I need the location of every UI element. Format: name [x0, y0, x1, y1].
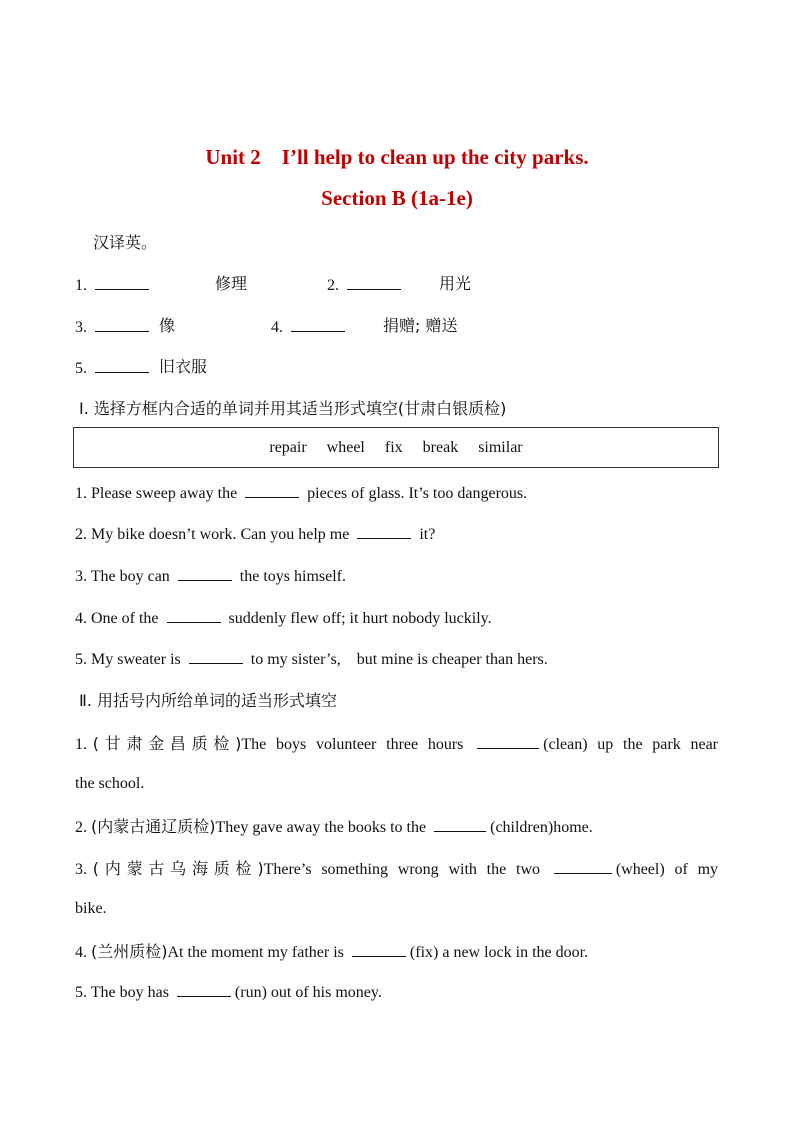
word-box-word: repair [269, 438, 307, 456]
question-text: to my sister’s, but mine is cheaper than hers. [250, 651, 548, 668]
answer-blank[interactable] [167, 607, 221, 623]
question-text: At the moment my father is [167, 944, 344, 961]
question-source: (内蒙古通辽质检) [91, 817, 216, 836]
question-text: My sweater is [91, 651, 181, 668]
question-text: One of the [91, 610, 159, 627]
answer-blank[interactable] [245, 482, 299, 498]
vocab-number: 5. [75, 360, 87, 377]
question-2-3-continued: bike. [75, 900, 107, 917]
answer-blank[interactable] [347, 274, 401, 290]
answer-blank[interactable] [95, 357, 149, 373]
answer-blank[interactable] [554, 858, 612, 874]
question-2-1 [75, 733, 718, 756]
question-number: 5. [75, 984, 87, 1001]
vocab-number: 2. [327, 277, 339, 294]
word-box-word: wheel [326, 438, 365, 456]
vocab-meaning: 修理 [215, 274, 248, 293]
vocab-meaning: 旧衣服 [159, 357, 208, 376]
question-text: (wheel) of my [615, 861, 719, 878]
answer-blank[interactable] [177, 981, 231, 997]
section-2-heading: Ⅱ. 用括号内所给单词的适当形式填空 [79, 691, 338, 710]
question-text: The boy can [90, 568, 170, 585]
question-1-4 [75, 607, 492, 630]
vocab-meaning: 用光 [439, 274, 472, 293]
vocab-meaning: 捐赠; 赠送 [383, 316, 458, 335]
question-text: (children)home. [490, 819, 593, 836]
answer-blank[interactable] [352, 941, 406, 957]
question-number: 1. [75, 485, 87, 502]
question-number: 1. [75, 736, 87, 753]
question-1-2 [75, 523, 435, 546]
question-2-3 [75, 858, 718, 881]
question-1-5 [75, 648, 548, 671]
question-2-1-continued: the school. [75, 775, 145, 792]
question-source: (甘肃金昌质检) [92, 734, 242, 753]
question-1-1 [75, 482, 527, 505]
question-source: (兰州质检) [91, 942, 168, 961]
question-text: pieces of glass. It’s too dangerous. [307, 485, 528, 502]
vocab-meaning: 像 [159, 316, 176, 335]
word-box-word: fix [384, 438, 403, 456]
answer-blank[interactable] [291, 316, 345, 332]
question-text: the toys himself. [239, 568, 347, 585]
question-text: suddenly flew off; it hurt nobody luckily. [228, 610, 492, 627]
vocab-number: 1. [75, 277, 87, 294]
vocab-number: 3. [75, 319, 87, 336]
page-title: Unit 2 I’ll help to clean up the city parks. [205, 145, 589, 169]
question-text: The boy has [90, 984, 169, 1001]
vocab-item-5 [75, 357, 153, 380]
question-text: it? [419, 526, 436, 543]
question-2-5 [75, 981, 382, 1004]
vocab-item-2 [327, 274, 405, 297]
word-box [73, 427, 719, 468]
vocab-instruction: 汉译英。 [93, 233, 158, 252]
answer-blank[interactable] [477, 733, 539, 749]
vocab-item-4 [271, 316, 349, 339]
question-text: (fix) a new lock in the door. [409, 944, 589, 961]
answer-blank[interactable] [178, 565, 232, 581]
vocab-item-1 [75, 274, 153, 297]
question-number: 3. [75, 568, 87, 585]
section-1-heading: Ⅰ. 选择方框内合适的单词并用其适当形式填空(甘肃白银质检) [79, 399, 507, 418]
question-2-2 [75, 816, 593, 839]
vocab-item-3 [75, 316, 153, 339]
word-box-word: break [422, 438, 459, 456]
answer-blank[interactable] [357, 523, 411, 539]
answer-blank[interactable] [434, 816, 486, 832]
question-source: (内蒙古乌海质检) [92, 859, 264, 878]
question-number: 5. [75, 651, 87, 668]
question-number: 2. [75, 819, 87, 836]
question-text: (clean) up the park near [543, 736, 718, 753]
question-text: Please sweep away the [91, 485, 238, 502]
question-number: 4. [75, 610, 87, 627]
question-number: 2. [75, 526, 87, 543]
question-number: 4. [75, 944, 87, 961]
question-2-4 [75, 941, 588, 964]
vocab-number: 4. [271, 319, 283, 336]
question-text: The boys volunteer three hours [241, 736, 464, 753]
question-text: My bike doesn’t work. Can you help me [91, 526, 350, 543]
section-subtitle: Section B (1a-1e) [321, 186, 473, 210]
question-text: There’s something wrong with the two [263, 861, 541, 878]
question-1-3 [75, 565, 346, 588]
question-text: (run) out of his money. [234, 984, 382, 1001]
question-number: 3. [75, 861, 87, 878]
answer-blank[interactable] [95, 274, 149, 290]
question-text: They gave away the books to the [215, 819, 427, 836]
answer-blank[interactable] [95, 316, 149, 332]
answer-blank[interactable] [189, 648, 243, 664]
word-box-word: similar [478, 438, 523, 456]
